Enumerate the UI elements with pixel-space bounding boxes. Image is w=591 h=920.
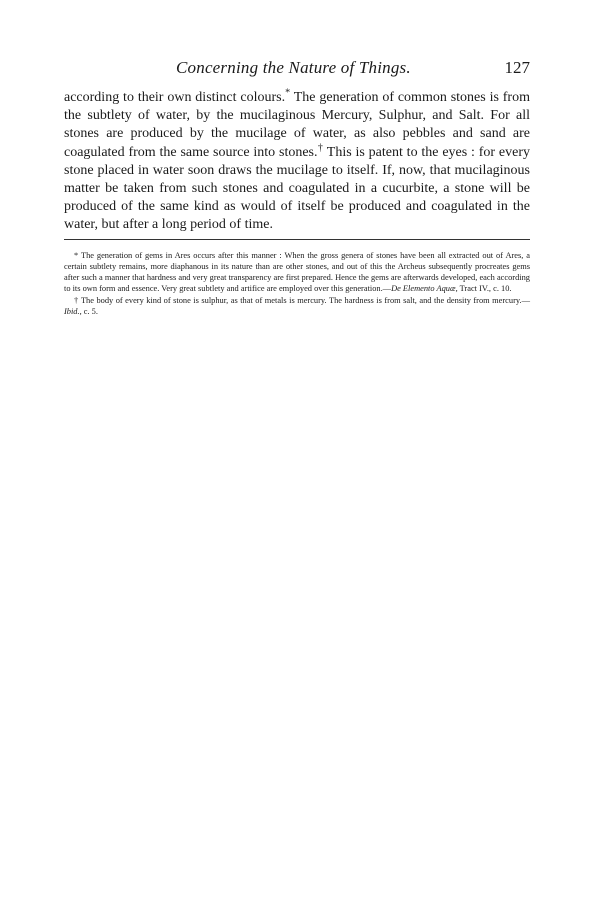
- body-paragraph: [64, 89, 530, 235]
- footnote-mark: †: [74, 296, 79, 305]
- footnote-text: The generation of gems in Ares occurs after this manner : When the gross genera of stones have been all extracted out of Ares, a certain subtlety remains, more diaphanous in its nature than are other stones, and out of this the Archeus subsequently procreates gems after such a manner that hardness and very great transparency are first prepared. Hence the gems are afterwards developed, each according to its own form and essence. Very great subtlety and artifice are employed over this generation.—: [64, 251, 530, 293]
- paragraph-text-3: This is patent to the eyes : for every stone placed in water soon draws the mucilage to itself. If, now, that mucilaginous matter be taken from such stones and coagulated in a cucurbite, a stone will be produced of the same kind as would of itself be produced and coagulated in the water, but after a long period of time.: [64, 144, 531, 233]
- footnote-ref-2[interactable]: †: [317, 141, 324, 153]
- footnote-2: [64, 295, 530, 317]
- footnote-source: De Elemento Aquæ: [391, 284, 456, 293]
- body-text: [64, 89, 530, 235]
- page-number: 127: [504, 58, 530, 77]
- running-head: [64, 58, 530, 82]
- footnote-1: [64, 250, 530, 294]
- footnote-source: Ibid.: [64, 307, 80, 316]
- paragraph-text-2: The generation of common stones is from the subtlety of water, by the mucilaginous Mercury, Sulphur, and Salt. For all stones are produced by the mucilage of water, as also pebbles and sand are coagulated from the same source into stones.: [64, 90, 530, 160]
- footnotes: [64, 250, 530, 317]
- running-title: Concerning the Nature of Things.: [176, 58, 411, 77]
- footnote-mark: *: [74, 251, 79, 260]
- footnote-text: The body of every kind of stone is sulphur, as that of metals is mercury. The hardness is from salt, and the density from mercury.—: [78, 296, 530, 305]
- footnote-citation: , Tract IV., c. 10.: [455, 284, 512, 293]
- footnote-citation: , c. 5.: [79, 307, 98, 316]
- footnote-ref-1[interactable]: *: [285, 87, 291, 99]
- footnote-divider: [64, 239, 530, 240]
- paragraph-text-1: according to their own distinct colours.: [64, 90, 286, 105]
